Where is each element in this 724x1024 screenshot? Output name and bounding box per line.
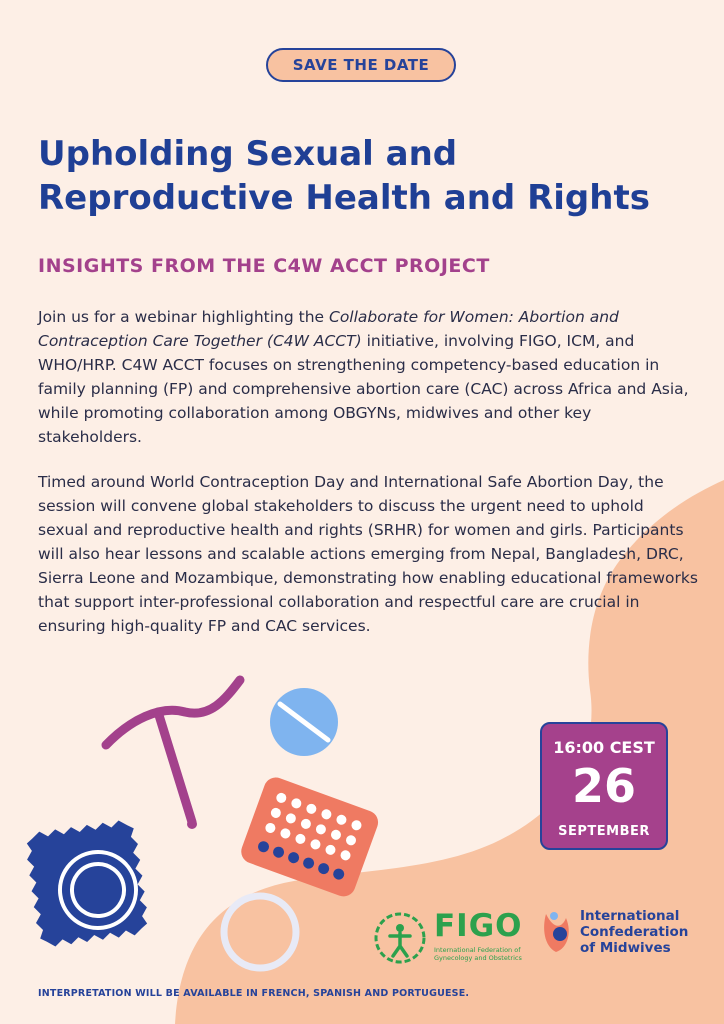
project-name: Collaborate for Women: Abortion and Contraception Care Together (C4W ACCT) <box>38 308 619 350</box>
title-line-2: Reproductive Health and Rights <box>38 178 650 218</box>
event-date-card <box>540 722 668 850</box>
iud-icon <box>106 680 240 829</box>
figo-logo <box>372 906 532 970</box>
subtitle: INSIGHTS FROM THE C4W ACCT PROJECT <box>38 255 490 277</box>
pill-icon <box>270 688 338 756</box>
context-paragraph: Timed around World Contraception Day and International Safe Abortion Day, the session will convene global stakeholders to discuss the urgent need to uphold sexual and reproductive health and rights (SRHR) for women and girls. Participants will also hear lessons and scalable actions emerging from Nepal, Bangladesh, DRC, Sierra Leone and Mozambique, demonstrating how enabling educational frameworks that support inter-professional collaboration and respectful care are crucial in ensuring high-quality FP and CAC services. <box>38 473 698 635</box>
title-line-1: Upholding Sexual and <box>38 134 458 174</box>
figo-name: FIGO <box>434 908 523 944</box>
blister-pack-icon <box>238 774 382 900</box>
icm-logo <box>540 906 710 966</box>
icm-name-line-2: Confederation <box>580 924 689 940</box>
icm-name <box>580 908 710 956</box>
condom-wrapper-icon <box>23 818 150 948</box>
ring-icon <box>224 896 296 968</box>
interpretation-note: INTERPRETATION WILL BE AVAILABLE IN FRENCH, SPANISH AND PORTUGUESE. <box>38 988 470 999</box>
icm-name-line-1: International <box>580 908 680 924</box>
event-month: SEPTEMBER <box>558 824 650 839</box>
event-day: 26 <box>571 759 636 813</box>
figo-tagline: International Federation of Gynecology and Obstetrics <box>434 946 522 962</box>
save-the-date-badge: SAVE THE DATE <box>266 48 456 82</box>
figo-emblem-icon <box>372 910 428 966</box>
intro-text-start: Join us for a webinar highlighting the <box>38 308 329 326</box>
icm-emblem-icon <box>540 908 574 956</box>
icm-name-line-3: of Midwives <box>580 940 671 956</box>
intro-text-end: initiative, involving FIGO, ICM, and WHO/HRP. C4W ACCT focuses on strengthening competency-based education in family planning (FP) and comprehensive abortion care (CAC) across Africa and Asia, while promoting collaboration among OBGYNs, midwives and other key stakeholders. <box>38 332 689 446</box>
event-time: 16:00 CEST <box>553 738 655 757</box>
